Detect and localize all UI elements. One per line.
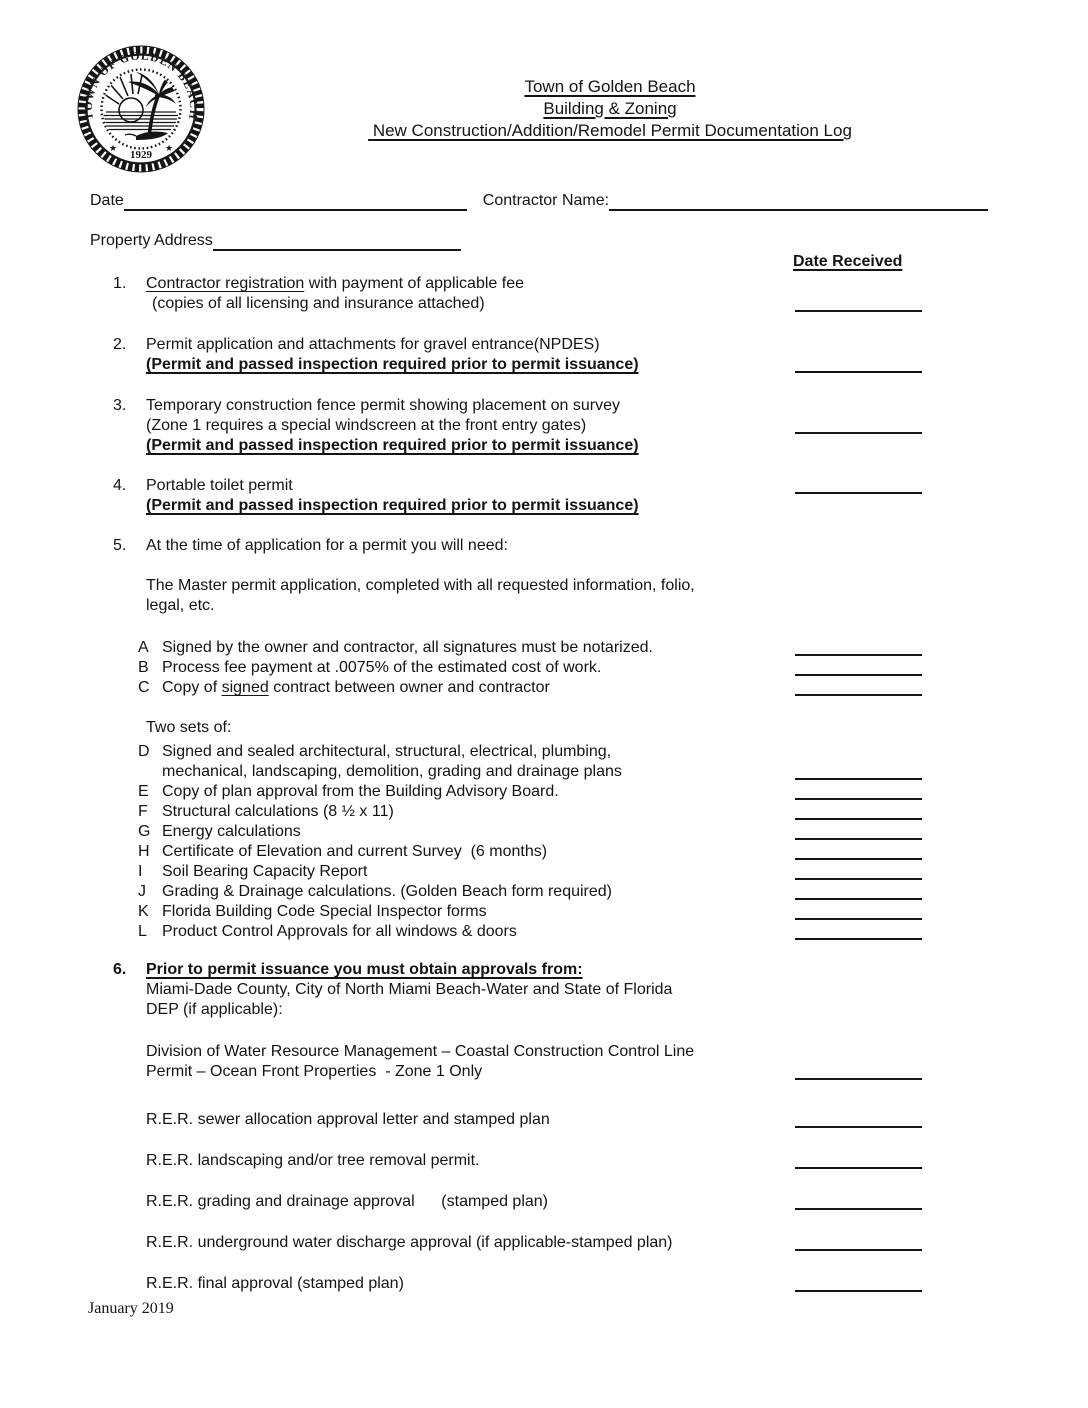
division-line-2: Permit – Ocean Front Properties - Zone 1 Only: [0, 1062, 1088, 1082]
date-received-blank-F[interactable]: [795, 818, 922, 820]
date-received-blank-L[interactable]: [795, 938, 922, 940]
date-received-blank-H[interactable]: [795, 858, 922, 860]
subitem-I-letter: I: [138, 863, 143, 880]
item-2-line-2: (Permit and passed inspection required prior to permit issuance): [0, 355, 1088, 375]
item-5-master-line-2: legal, etc.: [146, 597, 215, 614]
date-received-blank-C[interactable]: [795, 694, 922, 696]
subitem-J-letter: J: [138, 883, 146, 900]
item-1-line-2: (copies of all licensing and insurance attached): [0, 294, 1088, 314]
date-received-blank-rer-sewer[interactable]: [795, 1126, 922, 1128]
item-5-master-line-1: The Master permit application, completed with all requested information, folio,: [146, 577, 695, 594]
date-received-blank-item-3[interactable]: [795, 432, 922, 434]
subitem-B-letter: B: [138, 659, 149, 676]
rer-item-grading: R.E.R. grading and drainage approval (stamped plan): [0, 1192, 1088, 1212]
town-seal-graphic: [76, 44, 206, 174]
seal-star-right-icon: ★: [165, 143, 174, 153]
subitem-G: G Energy calculations: [0, 822, 1088, 842]
item-2-number: 2.: [113, 336, 127, 353]
date-received-blank-K[interactable]: [795, 918, 922, 920]
item-6-heading: 6. Prior to permit issuance you must obtain approvals from:: [113, 961, 583, 978]
subitem-H: H Certificate of Elevation and current Survey (6 months): [0, 842, 1088, 862]
contractor-name-label: Contractor Name:: [482, 192, 610, 209]
document-title-block: [230, 76, 990, 142]
date-received-blank-rer-grading[interactable]: [795, 1208, 922, 1210]
date-received-blank-item-4[interactable]: [795, 492, 922, 494]
seal-year: 1929: [130, 149, 152, 161]
item-1-number: 1.: [113, 275, 127, 292]
date-received-blank-item-1[interactable]: [795, 310, 922, 312]
item-4-number: 4.: [113, 477, 127, 494]
subitem-D-letter: D: [138, 743, 150, 760]
town-seal-logo: [76, 44, 206, 174]
date-received-blank-B[interactable]: [795, 674, 922, 676]
date-received-blank-J[interactable]: [795, 898, 922, 900]
rer-item-final: R.E.R. final approval (stamped plan): [0, 1274, 1088, 1294]
subitem-I: I Soil Bearing Capacity Report: [0, 862, 1088, 882]
org-title: Town of Golden Beach: [524, 77, 696, 96]
subitem-G-letter: G: [138, 823, 151, 840]
property-address-input-line[interactable]: [213, 230, 461, 251]
rer-item-sewer: R.E.R. sewer allocation approval letter and stamped plan: [0, 1110, 1088, 1130]
date-received-blank-G[interactable]: [795, 838, 922, 840]
property-address-label: Property Address: [90, 232, 213, 249]
date-received-blank-item-2[interactable]: [795, 371, 922, 373]
item-1-line-1: 1. Contractor registration with payment of applicable fee: [113, 275, 524, 292]
item-5-line-1: 5. At the time of application for a permit you will need:: [113, 537, 508, 554]
date-received-blank-division[interactable]: [795, 1078, 922, 1080]
rer-item-underground: R.E.R. underground water discharge approval (if applicable-stamped plan): [0, 1233, 1088, 1253]
subitem-E: E Copy of plan approval from the Building Advisory Board.: [0, 782, 1088, 802]
subitem-A-letter: A: [138, 639, 149, 656]
subitem-F: F Structural calculations (8 ½ x 11): [0, 802, 1088, 822]
item-3-line-3: (Permit and passed inspection required prior to permit issuance): [146, 437, 639, 454]
subitem-K-letter: K: [138, 903, 149, 920]
subitem-F-letter: F: [138, 803, 148, 820]
subitem-C: C Copy of signed contract between owner and contractor: [0, 678, 1088, 698]
property-address-row: [90, 230, 470, 251]
item-4-line-2: (Permit and passed inspection required prior to permit issuance): [146, 497, 639, 514]
item-6-line-2: Miami-Dade County, City of North Miami Beach-Water and State of Florida: [146, 981, 673, 998]
subitem-L: L Product Control Approvals for all windows & doors: [0, 922, 1088, 942]
subitem-H-letter: H: [138, 843, 150, 860]
seal-ring-text: TOWN OF GOLDEN BEACH: [82, 50, 200, 121]
subitem-D-line-2: mechanical, landscaping, demolition, grading and drainage plans: [0, 762, 1088, 782]
date-label: Date: [90, 192, 124, 209]
item-5-number: 5.: [113, 537, 127, 554]
subitem-C-letter: C: [138, 679, 150, 696]
document-title: New Construction/Addition/Remodel Permit Documentation Log: [368, 121, 852, 140]
subitem-E-letter: E: [138, 783, 149, 800]
division-line-1: Division of Water Resource Management – Coastal Construction Control Line: [146, 1043, 695, 1060]
subitem-A: A Signed by the owner and contractor, all signatures must be notarized.: [0, 638, 1088, 658]
date-contractor-row: [90, 190, 988, 211]
subitem-J: J Grading & Drainage calculations. (Golden Beach form required): [0, 882, 1088, 902]
date-received-blank-rer-final[interactable]: [795, 1290, 922, 1292]
item-6-line-3: DEP (if applicable):: [146, 1001, 283, 1018]
contractor-name-input-line[interactable]: [609, 190, 988, 211]
seal-star-left-icon: ★: [109, 143, 118, 153]
rer-item-landscaping: R.E.R. landscaping and/or tree removal permit.: [0, 1151, 1088, 1171]
date-received-header: Date Received: [793, 253, 903, 270]
date-received-blank-D[interactable]: [795, 778, 922, 780]
department-title: Building & Zoning: [543, 99, 677, 118]
subitem-L-letter: L: [138, 923, 147, 940]
field-spacer: [467, 192, 483, 211]
date-received-blank-E[interactable]: [795, 798, 922, 800]
date-received-blank-I[interactable]: [795, 878, 922, 880]
subitem-K: K Florida Building Code Special Inspector forms: [0, 902, 1088, 922]
date-received-blank-A[interactable]: [795, 654, 922, 656]
date-received-blank-rer-landscaping[interactable]: [795, 1167, 922, 1169]
document-date-footer: January 2019: [88, 1300, 174, 1317]
subitem-B: B Process fee payment at .0075% of the estimated cost of work.: [0, 658, 1088, 678]
item-6-number: 6.: [113, 961, 127, 978]
date-received-blank-rer-underground[interactable]: [795, 1249, 922, 1251]
item-3-line-2: (Zone 1 requires a special windscreen at the front entry gates): [0, 416, 1088, 436]
item-2-line-1: 2. Permit application and attachments for gravel entrance(NPDES): [113, 336, 600, 353]
two-sets-label: Two sets of:: [146, 719, 232, 736]
permit-checklist: [0, 274, 1088, 1294]
item-4-line-1: 4. Portable toilet permit: [0, 476, 1088, 496]
item-3-number: 3.: [113, 397, 127, 414]
date-input-line[interactable]: [124, 190, 467, 211]
item-3-line-1: 3. Temporary construction fence permit showing placement on survey: [113, 397, 620, 414]
subitem-D-line-1: D Signed and sealed architectural, structural, electrical, plumbing,: [138, 743, 612, 760]
